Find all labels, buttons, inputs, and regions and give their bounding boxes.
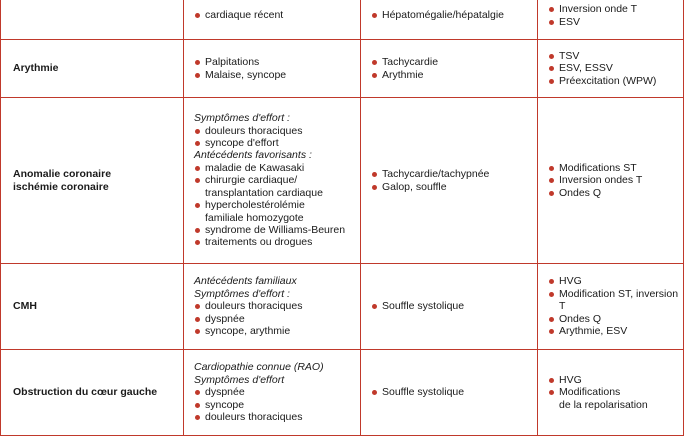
list-item: maladie de Kawasaki [194,162,360,174]
ecg-cell [538,98,684,264]
table-row [1,0,684,40]
ecg-cell [538,350,684,436]
list-subheading: Symptômes d'effort : [194,287,290,300]
list-item: familiale homozygote [205,211,304,224]
exam-cell [361,264,538,350]
list-item: transplantation cardiaque [205,186,323,199]
list-item: syncope [194,399,360,411]
list-item: Palpitations [194,56,360,68]
row-condition-cell [1,0,184,40]
list-subheading: Cardiopathie connue (RAO) [194,361,324,374]
ecg-cell-list [548,162,683,199]
list-item: Modifications ST [548,162,683,174]
list-item: Tachycardie [371,56,537,68]
ecg-cell [538,264,684,350]
table-row [1,350,684,436]
ecg-cell [538,0,684,40]
list-item: douleurs thoraciques [194,300,360,312]
list-item: Hépatomégalie/hépatalgie [371,9,537,21]
list-item: ESV [548,16,683,28]
list-item: syncope d'effort [194,137,360,149]
exam-cell [361,98,538,264]
table-body [1,0,684,436]
list-item: Ondes Q [548,313,683,325]
exam-cell [361,40,538,98]
row-condition-cell [1,40,184,98]
history-cell-list [194,56,360,81]
history-cell [184,350,361,436]
exam-cell-list [371,9,537,21]
exam-cell-list [371,386,537,398]
history-cell-list [194,112,360,248]
list-item: chirurgie cardiaque/ [194,174,360,186]
list-item: ESV, ESSV [548,62,683,74]
list-item: douleurs thoraciques [194,411,360,423]
list-item: dyspnée [194,386,360,398]
list-item: cardiaque récent [194,9,360,21]
list-subheading: Antécédents favorisants : [194,149,312,162]
list-item: dyspnée [194,313,360,325]
list-item: Modifications [548,386,683,398]
exam-cell-list [371,168,537,193]
list-item: Arythmie [371,69,537,81]
list-item: Souffle systolique [371,386,537,398]
history-cell [184,98,361,264]
table-row [1,264,684,350]
list-subheading: Antécédents familiaux [194,275,297,288]
ecg-cell-list [548,3,683,28]
list-item: Souffle systolique [371,300,537,312]
list-subheading: Symptômes d'effort : [194,112,290,125]
history-cell-list [194,361,360,423]
list-item: HVG [548,374,683,386]
list-item: Préexcitation (WPW) [548,75,683,87]
row-condition-name: Anomalie coronaire ischémie coronaire [13,168,112,193]
history-cell-list [194,9,360,21]
ecg-cell-list [548,50,683,87]
list-item: Inversion ondes T [548,174,683,186]
ecg-cell-list [548,275,683,337]
list-item: Galop, souffle [371,181,537,193]
row-condition-name: Arythmie [13,62,59,75]
list-item: Inversion onde T [548,3,683,15]
list-item: hypercholestérolémie [194,199,360,211]
list-item: douleurs thoraciques [194,125,360,137]
list-item: Arythmie, ESV [548,325,683,337]
row-condition-cell [1,350,184,436]
exam-cell-list [371,56,537,81]
list-item: syncope, arythmie [194,325,360,337]
exam-cell [361,350,538,436]
table-row [1,98,684,264]
list-item: Tachycardie/tachypnée [371,168,537,180]
table-row [1,40,684,98]
row-condition-cell [1,98,184,264]
ecg-cell [538,40,684,98]
list-item: Ondes Q [548,187,683,199]
history-cell-list [194,275,360,337]
list-subheading: Symptômes d'effort [194,373,285,386]
history-cell [184,0,361,40]
ecg-cell-list [548,374,683,411]
row-condition-cell [1,264,184,350]
history-cell [184,40,361,98]
exam-cell-list [371,300,537,312]
history-cell [184,264,361,350]
row-condition-name: CMH [13,300,37,313]
list-item: de la repolarisation [559,398,648,411]
exam-cell [361,0,538,40]
list-item: TSV [548,50,683,62]
list-item: Malaise, syncope [194,69,360,81]
list-item: syndrome de Williams-Beuren [194,224,360,236]
list-item: traitements ou drogues [194,236,360,248]
list-item: Modification ST, inversion T [548,288,683,313]
row-condition-name: Obstruction du cœur gauche [13,386,158,399]
list-item: HVG [548,275,683,287]
